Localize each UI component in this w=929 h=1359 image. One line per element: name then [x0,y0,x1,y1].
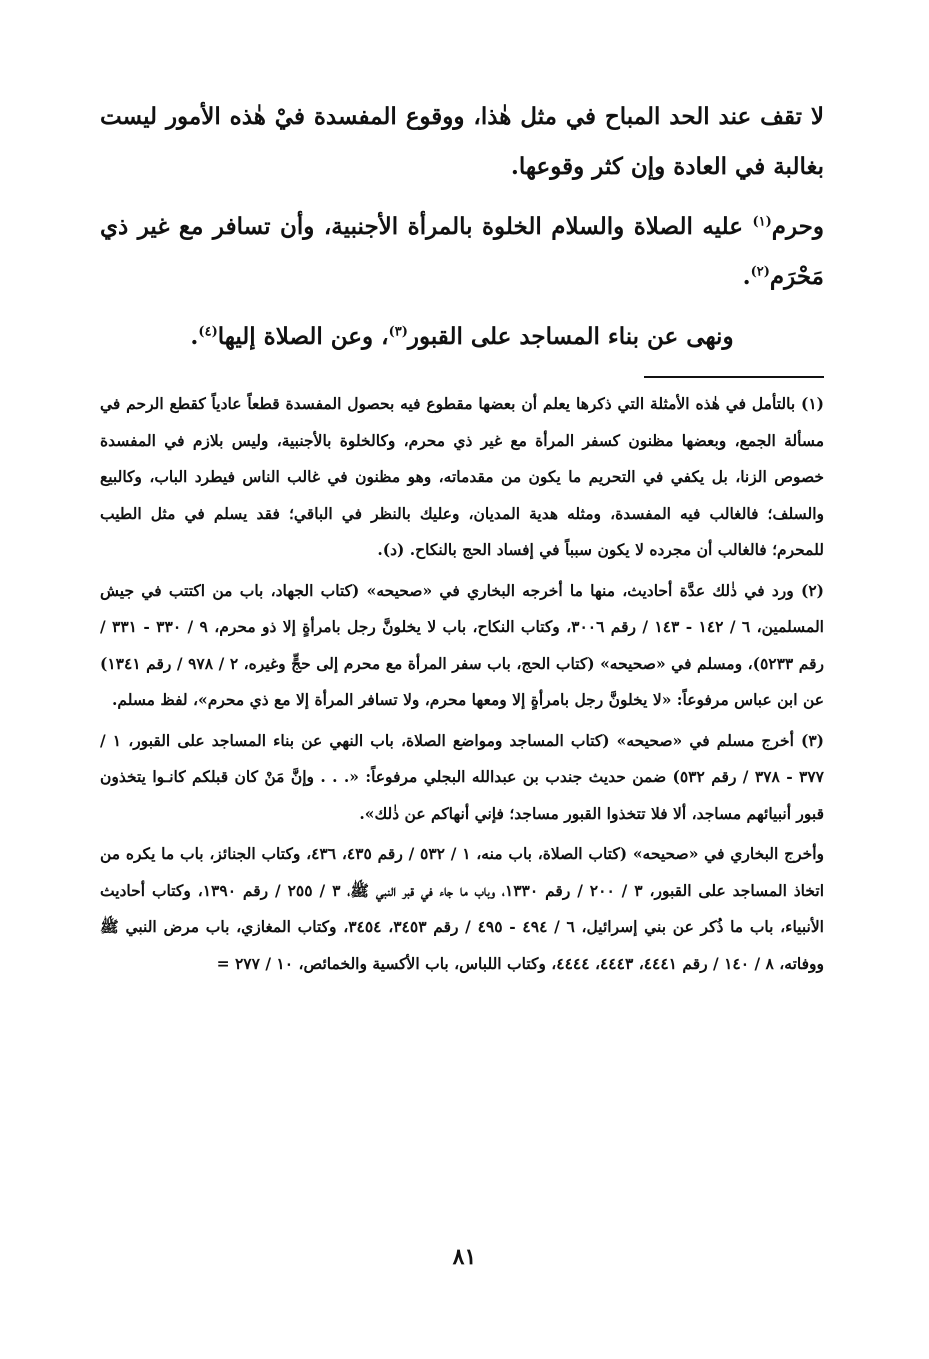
body-paragraph-3-text-c: . [190,323,199,350]
footnote-ref-3[interactable]: (٣) [388,324,408,340]
body-paragraph-2-text-a: وحرم [771,213,824,240]
body-paragraph-2-text-c: . [742,263,751,290]
footnote-3-continuation: وأخرج البخاري في «صحيحه» (كتاب الصلاة، باب منه، ١ / ٥٣٢ / رقم ٤٣٥، ٤٣٦، وكتاب الجنائز، باب ما يكره من اتخاذ المساجد على القبور، ٣ / ٢٠٠ / رقم ١٣٣٠، وباب ما جاء في قبر النبي ﷺ، ٣ / ٢٥٥ / رقم ١٣٩٠، وكتاب أحاديث الأنبياء، باب ما ذُكر عن بني إسرائيل، ٦ / ٤٩٤ - ٤٩٥ / رقم ٣٤٥٣، ٣٤٥٤، وكتاب المغازي، باب مرض النبي ﷺ ووفاته، ٨ / ١٤٠ / رقم ٤٤٤١، ٤٤٤٣، ٤٤٤٤، وكتاب اللباس، باب الأكسية والخمائص، ١٠ / ٢٧٧ = [100,844,825,973]
footnote-ref-1[interactable]: (١) [752,214,772,230]
body-paragraph-2 [100,202,824,302]
footnote-divider [644,376,824,378]
footnote-3: (٣) أخرج مسلم في «صحيحه» (كتاب المساجد ومواضع الصلاة، باب النهي عن بناء المساجد على القبور، ١ / ٣٧٧ - ٣٧٨ / رقم ٥٣٢) ضمن حديث جندب بن عبدالله البجلي مرفوعاً: «. . . وإنَّ مَنْ كان قبلكم كانـوا يتخذون قبور أنبيائهم مساجد، ألا فلا تتخذوا القبور مساجد؛ فإني أنهاكم عن ذٰلك». [100,730,824,823]
footnote-1: (١) بالتأمل في هٰذه الأمثلة التي ذكرها يعلم أن بعضها مقطوع فيه بحصول المفسدة قطعاً عادياً كقطع الرحم في مسألة الجمع، وبعضها مظنون كسفر المرأة مع غير ذي محرم، وكالخلوة بالأجنبية، وليس بلازم في المفسدة خصوص الزنا، بل يكفي في التحريم ما يكون من مقدماته، وهو مظنون في غالب الناس فيطرد الباب، وكالبيع والسلف؛ فالغالب فيه المفسدة، ومثله هدية المديان، وعليك بالنظر في الباقي؛ فقد يسلم في مثل الطيب للمحرم؛ فالغالب أن مجرده لا يكون سبباً في إفساد الحج بالنكاح. (د). [100,394,825,559]
book-page [100,92,824,982]
footnote-ref-2[interactable]: (٢) [750,264,770,280]
page-number: ٨١ [452,1244,477,1270]
footnote-2: (٢) ورد في ذٰلك عدَّة أحاديث، منها ما أخرجه البخاري في «صحيحه» (كتاب الجهاد، باب من اكتتب في جيش المسلمين، ٦ / ١٤٢ - ١٤٣ / رقم ٣٠٠٦، وكتاب النكاح، باب لا يخلونَّ رجل بامرأةٍ إلا ذو محرم، ٩ / ٣٣٠ - ٣٣١ / رقم ٥٢٣٣)، ومسلم في «صحيحه» (كتاب الحج، باب سفر المرأة مع محرم إلى حجٍّ وغيره، ٢ / ٩٧٨ / رقم ١٣٤١) عن ابن عباس مرفوعاً: «لا يخلونَّ رجل بامرأةٍ إلا ومعها محرم، ولا تسافر المرأة إلا مع ذي محرم»، لفظ مسلم. [100,580,824,709]
body-paragraph-2-text-b: عليه الصلاة والسلام الخلوة بالمرأة الأجنبية، وأن تسافر مع غير ذي مَحْرَم [100,213,824,290]
body-paragraph-3-text-a: ونهى عن بناء المساجد على القبور [407,323,734,350]
body-paragraph-3-text-b: ، وعن الصلاة إليها [217,323,389,350]
footnotes-section [100,386,824,982]
footnote-ref-4[interactable]: (٤) [198,324,218,340]
body-paragraph-1-text: لا تقف عند الحد المباح في مثل هٰذا، ووقوع المفسدة فيْ هٰذه الأمور ليست بغالبة في العادة وإن كثر وقوعها. [100,103,824,180]
body-paragraph-3 [100,312,824,362]
body-paragraph-1 [100,92,824,192]
